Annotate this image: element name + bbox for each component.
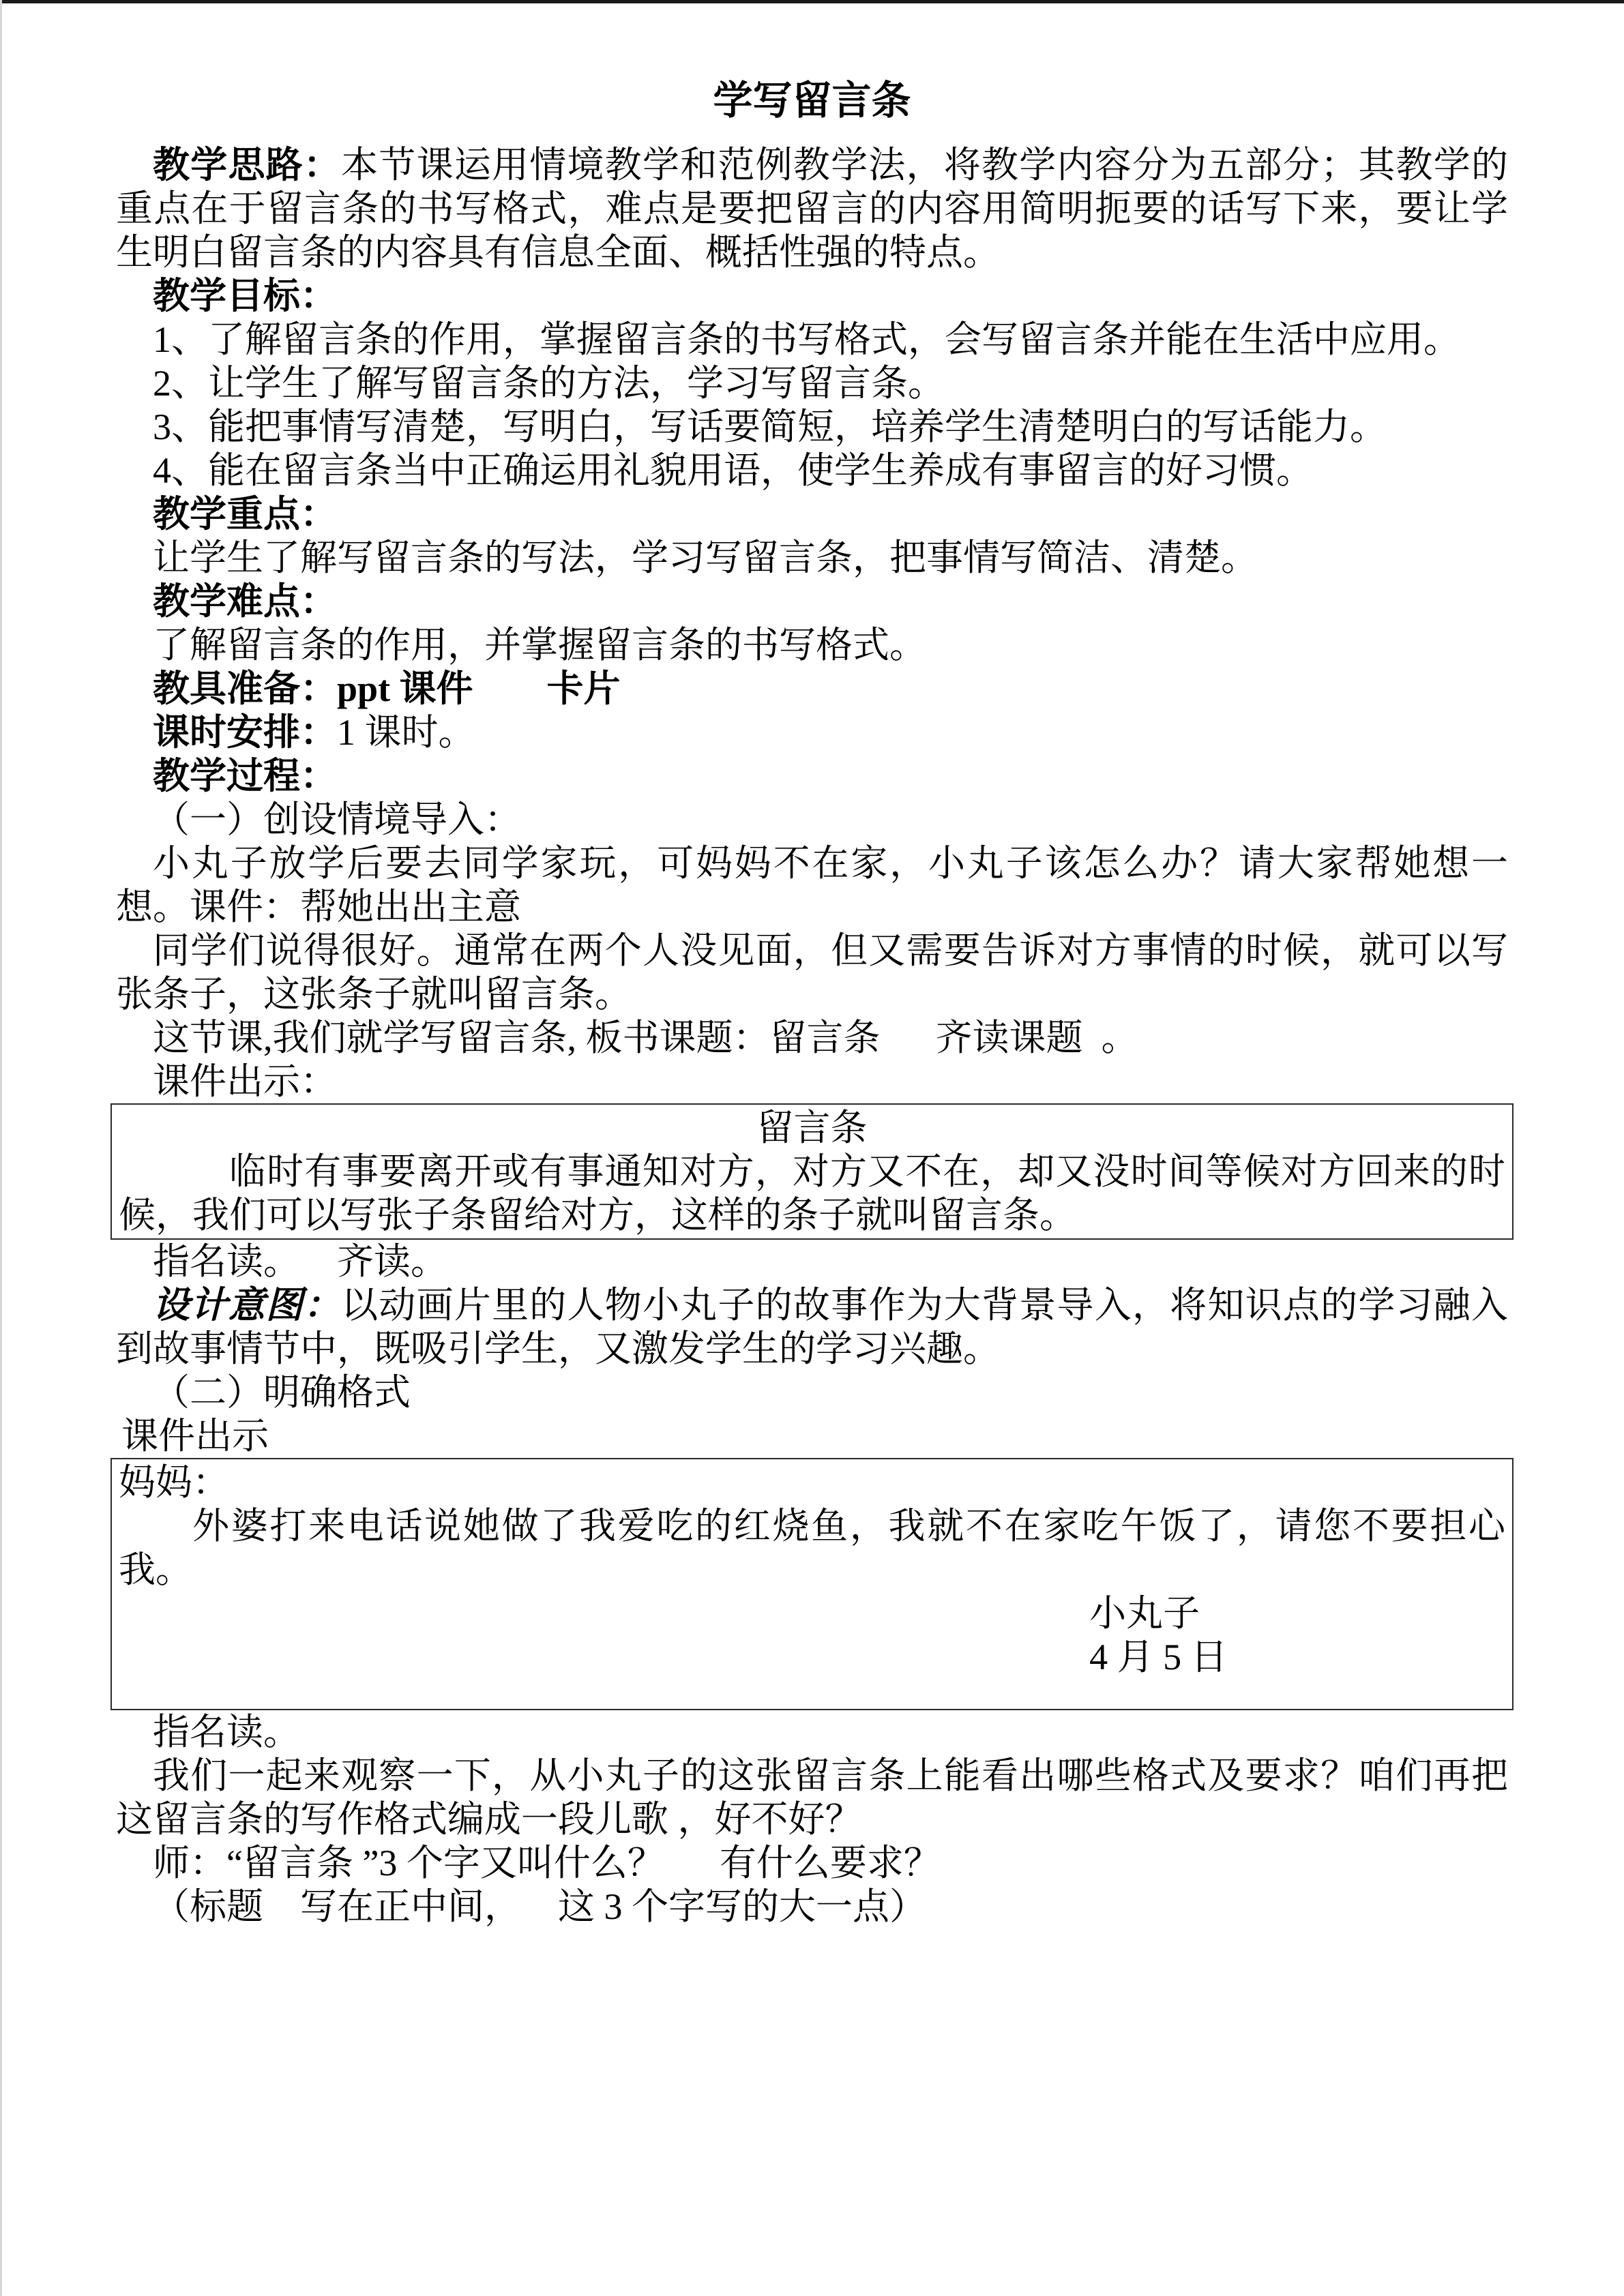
definition-box-body: 临时有事要离开或有事通知对方，对方又不在，却又没时间等候对方回来的时候，我们可以写张子条留给对方，这样的条子就叫留言条。	[119, 1151, 1505, 1236]
para-schedule-text: 1 课时。	[337, 712, 475, 753]
goal-item-3: 3、能把事情写清楚，写明白，写话要简短，培养学生清楚明白的写话能力。	[153, 406, 1387, 447]
para-scenario-explain: 同学们说得很好。通常在两个人没见面，但又需要告诉对方事情的时候，就可以写张条子，这张条子就叫留言条。	[116, 930, 1508, 1015]
para-design-intent-label: 设计意图：	[153, 1285, 342, 1326]
heading-process: 教学过程：	[153, 756, 337, 796]
para-difficulty: 了解留言条的作用，并掌握留言条的书写格式。	[153, 625, 926, 666]
para-teacher-question: 师：“留言条 ”3 个字又叫什么？ 有什么要求？	[153, 1843, 941, 1883]
para-teaching-aids-text: ppt 课件 卡片	[337, 668, 621, 709]
definition-box	[110, 1103, 1514, 1240]
note-body: 外婆打来电话说她做了我爱吃的红烧鱼，我就不在家吃午饭了，请您不要担心我。	[119, 1506, 1505, 1590]
page-edge-left	[0, 0, 2, 2296]
para-teaching-approach	[116, 143, 1508, 274]
section-1-heading: （一）创设情境导入：	[153, 799, 521, 840]
para-observe-format: 我们一起来观察一下，从小丸子的这张留言条上能看出哪些格式及要求？咱们再把这留言条的写作格式编成一段儿歌 ，好不好？	[116, 1755, 1508, 1840]
para-teaching-aids	[116, 667, 1508, 711]
para-design-intent	[116, 1283, 1508, 1371]
doc-title: 学写留言条	[713, 78, 911, 123]
heading-difficulty: 教学难点：	[153, 581, 337, 622]
para-schedule-label: 课时安排：	[153, 712, 337, 753]
para-teaching-approach-text: 本节课运用情境教学和范例教学法，将教学内容分为五部分；其教学的重点在于留言条的书写格式，难点是要把留言的内容用简明扼要的话写下来，要让学生明白留言条的内容具有信息全面、概括性强的特点。	[116, 145, 1509, 273]
para-read-aloud-2: 指名读。	[153, 1712, 300, 1753]
para-lesson-topic: 这节课,我们就学写留言条, 板书课题：留言条 齐读课题 。	[153, 1017, 1138, 1058]
para-teaching-approach-label: 教学思路：	[153, 145, 342, 185]
heading-goals: 教学目标：	[153, 275, 337, 316]
note-date: 4 月 5 日	[1089, 1637, 1228, 1678]
para-teaching-aids-label: 教具准备：	[153, 668, 337, 709]
para-scenario-intro: 小丸子放学后要去同学家玩，可妈妈不在家，小丸子该怎么办？请大家帮她想一想。课件：帮她出出主意	[116, 843, 1508, 927]
para-courseware-show-1: 课件出示：	[153, 1061, 337, 1102]
note-salutation: 妈妈：	[119, 1462, 229, 1503]
para-courseware-show-2: 课件出示	[121, 1416, 269, 1457]
example-note-box	[110, 1458, 1514, 1710]
note-signature: 小丸子	[1089, 1593, 1200, 1634]
page-edge-top	[0, 0, 1624, 3]
para-schedule	[116, 711, 1508, 754]
section-2-heading: （二）明确格式	[153, 1372, 411, 1413]
goal-item-2: 2、让学生了解写留言条的方法，学习写留言条。	[153, 363, 945, 404]
goal-item-1: 1、了解留言条的作用，掌握留言条的书写格式，会写留言条并能在生活中应用。	[153, 319, 1460, 360]
para-read-aloud-1: 指名读。 齐读。	[153, 1241, 447, 1282]
goal-item-4: 4、能在留言条当中正确运用礼貌用语，使学生养成有事留言的好习惯。	[153, 450, 1313, 491]
para-title-answer: （标题 写在正中间， 这 3 个字写的大一点）	[153, 1886, 926, 1927]
heading-key-points: 教学重点：	[153, 494, 337, 535]
para-key-points: 让学生了解写留言条的写法，学习写留言条，把事情写简洁、清楚。	[153, 537, 1258, 578]
para-design-intent-text: 以动画片里的人物小丸子的故事作为大背景导入，将知识点的学习融入到故事情节中，既吸引学生，又激发学生的学习兴趣。	[116, 1285, 1509, 1369]
definition-box-title: 留言条	[756, 1107, 868, 1148]
